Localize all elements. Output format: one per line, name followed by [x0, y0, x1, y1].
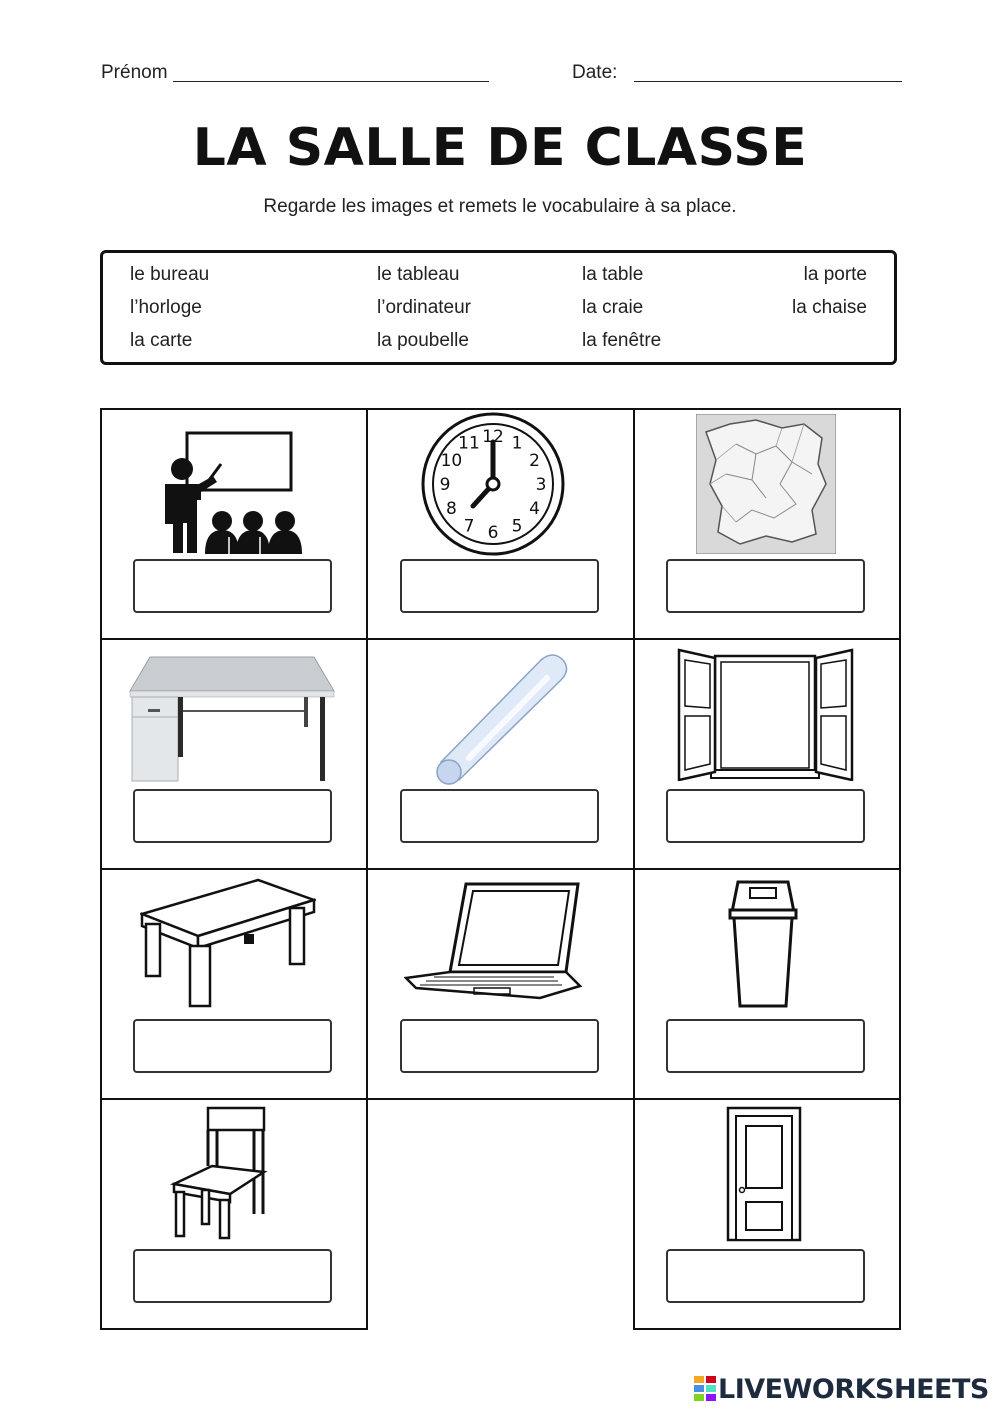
name-field[interactable] [173, 81, 489, 82]
clock-numeral: 11 [458, 433, 480, 454]
clock-numeral: 12 [482, 427, 504, 447]
word-bank-item: la poubelle [377, 330, 469, 351]
open-window-icon [677, 648, 854, 781]
clock-numeral: 7 [463, 516, 475, 537]
wall-clock-icon [421, 412, 566, 557]
word-bank-item: l’horloge [130, 297, 202, 318]
answer-input[interactable] [666, 559, 865, 613]
clock-numeral: 3 [535, 475, 547, 495]
date-field[interactable] [634, 81, 902, 82]
answer-input[interactable] [666, 1249, 865, 1303]
laptop-icon [404, 882, 582, 1000]
answer-input[interactable] [400, 1019, 599, 1073]
word-bank-item: la fenêtre [582, 330, 662, 351]
answer-input[interactable] [133, 789, 332, 843]
word-bank [100, 250, 897, 365]
word-bank-item: l’ordinateur [377, 297, 471, 318]
answer-input[interactable] [133, 1249, 332, 1303]
word-bank-item: le tableau [377, 264, 460, 285]
answer-input[interactable] [400, 559, 599, 613]
answer-input[interactable] [400, 789, 599, 843]
liveworksheets-logo-icon [694, 1375, 716, 1403]
answer-input[interactable] [133, 559, 332, 613]
liveworksheets-logo [694, 1373, 989, 1405]
table-icon [140, 878, 316, 1008]
clock-numeral: 1 [511, 433, 523, 454]
chair-icon [168, 1104, 268, 1240]
answer-input[interactable] [133, 1019, 332, 1073]
word-bank-item: la craie [582, 297, 644, 318]
clock-numeral: 9 [439, 475, 451, 495]
word-bank-item: le bureau [130, 264, 210, 285]
map-of-france-icon [696, 414, 836, 554]
door-icon [726, 1106, 802, 1242]
page-title: LA SALLE DE CLASSE [192, 118, 808, 178]
classroom-blackboard-icon [155, 426, 311, 558]
clock-numeral: 10 [440, 451, 463, 471]
clock-numeral: 5 [511, 516, 523, 537]
answer-input[interactable] [666, 1019, 865, 1073]
date-label: Date: [572, 62, 618, 83]
word-bank-item: la carte [130, 330, 193, 351]
chalk-icon [429, 650, 569, 785]
clock-numeral: 4 [529, 499, 541, 519]
clock-numeral: 2 [529, 451, 541, 471]
office-desk-icon [128, 655, 336, 782]
clock-numeral: 6 [487, 523, 499, 543]
word-bank-item: la porte [803, 264, 867, 285]
answer-input[interactable] [666, 789, 865, 843]
liveworksheets-brand: LIVEWORKSHEETS [718, 1373, 989, 1405]
grid-divider [366, 1098, 635, 1100]
clock-numeral: 8 [445, 499, 457, 519]
instructions: Regarde les images et remets le vocabulaire à sa place. [263, 196, 737, 217]
trash-bin-icon [728, 878, 798, 1010]
word-bank-item: la table [582, 264, 644, 285]
name-label: Prénom [101, 62, 168, 83]
word-bank-item: la chaise [792, 297, 867, 318]
